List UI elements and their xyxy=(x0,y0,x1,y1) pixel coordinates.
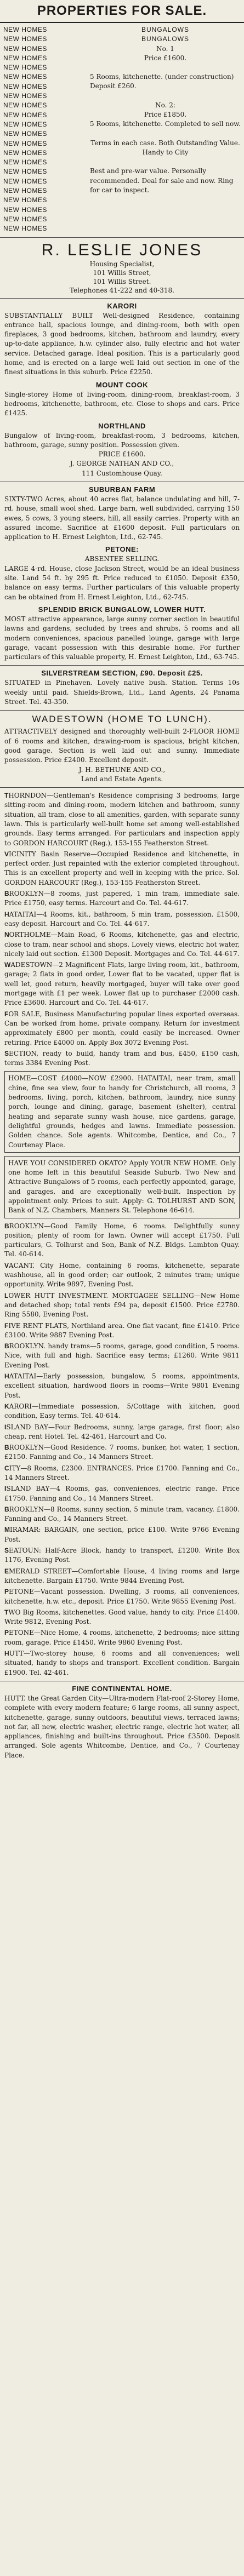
listing-price: PRICE £1600. xyxy=(98,450,146,459)
classified-item: NORTHOLME—Main Road, 6 Rooms, kitchenette, gas and electric, close to tram, near school and shops. Lovely views, electric hot water, nicely laid out section. £1300 Deposit. Mortgages and Co. Tel. 44-617. xyxy=(4,931,240,958)
new-homes-line: NEW HOMES xyxy=(3,187,47,195)
listing-petone xyxy=(0,545,244,602)
listing-heading: SPLENDID BRICK BUNGALOW, LOWER HUTT. xyxy=(38,605,206,614)
classified-item: BROOKLYN. handy trams—5 rooms, garage, good condition, 5 rooms. Nice, with full and high. Sacrifice easy terms; £1260. Write 9811 Evening Post. xyxy=(4,1342,240,1369)
classified-item: HOME—COST £4000—NOW £2900. HATAITAI, near tram, small chine, fine sea view, four to handy for Christchurch, all rooms, 3 bedrooms, living, porch, kitchen, bathroom, laundry, nice sunny porch, lounge and dining, garage, basement (shelter), central heating and separate sunny wash house, nice gardens, garage, delightful grounds, hedges and lawns. Immediate possession. Golden chance. Sole agents. Whitcombe, Dentice, and Co., 7 Courtenay Place. xyxy=(8,1074,236,1149)
listing-wadestown xyxy=(0,714,244,784)
new-homes-line: NEW HOMES xyxy=(3,44,47,53)
classified-item: THORNDON—Gentleman's Residence comprising 3 bedrooms, large sitting-room and dining-room, modern kitchen and bathroom, sunny situation, all tram, close to all amenities, garden, with separate sunny lawn. This is particularly well-built home set among well-established grounds. Easy terms arranged. For particulars and inspection apply to GORDON HARCOURT (Reg.), 153-155 Featherston Street. xyxy=(4,792,240,847)
listing-text: SITUATED in Pinehaven. Lovely native bush. Station. Terms 10s weekly until paid. Shields-Brown, Ltd., Land Agents, 24 Panama Street. Tel. 43-350. xyxy=(4,679,240,706)
listing-suburban-farm xyxy=(0,485,244,542)
bungalows-heading: BUNGALOWS xyxy=(141,35,189,43)
new-homes-line: NEW HOMES xyxy=(3,139,47,147)
new-homes-line: NEW HOMES xyxy=(3,177,47,185)
classified-item: BROOKLYN—Good Family Home, 6 rooms. Delightfully sunny position; plenty of room for lawn. Owner will accept £1750. Full particulars, G. Tolhurst and Son, Bank of N.Z. Bldgs. Lambton Quay. Tel. 40-614. xyxy=(4,1222,240,1258)
classified-item: CITY—8 Rooms, £2300. ENTRANCES. Price £1700. Fanning and Co., 14 Manners Street. xyxy=(4,1464,240,1481)
offer-note: Best and pre-war value. Personally recommended. Deal for sale and now. Ring for car to inspect. xyxy=(90,167,234,194)
classified-item: PETONE—Vacant possession. Dwelling, 3 rooms, all conveniences, kitchenette, h.w. etc., deposit. Price £1750. Write 9855 Evening Post. xyxy=(4,1588,240,1605)
listing-heading: SUBURBAN FARM xyxy=(88,485,156,494)
new-homes-line: NEW HOMES xyxy=(3,92,47,100)
new-homes-line: NEW HOMES xyxy=(3,120,47,128)
agent-subtitle: Land and Estate Agents. xyxy=(81,775,163,783)
listing-continental-home xyxy=(0,1685,244,1760)
new-homes-line: NEW HOMES xyxy=(3,168,47,176)
bungalow-description: 5 Rooms, kitchenette. Completed to sell now. xyxy=(90,120,241,128)
classified-item: HAVE YOU CONSIDERED OKATO? Apply YOUR NEW HOME. Only one home left in this beautiful Seaside Suburb. Two New and Attractive Bungalows of 5 rooms, each perfectly appointed, garage, and garages, and are exceptionally well-built. Inspection by appointment only. Prices to suit. Apply: G. TOLHURST AND SON, Bank of N.Z. Chambers, Manners St. Telephone 46-614. xyxy=(8,1159,236,1215)
new-homes-line: NEW HOMES xyxy=(3,64,47,72)
listing-heading: SILVERSTREAM SECTION, £90. Deposit £25. xyxy=(41,669,203,678)
section-title: PROPERTIES FOR SALE. xyxy=(37,3,207,18)
classified-item: TWO Big Rooms, kitchenettes. Good value, handy to city. Price £1400. Write 9812, Evening Post. xyxy=(4,1608,240,1626)
classified-item: BROOKLYN—8 rooms, just papered, 1 min tram, immediate sale. Price £1750, easy terms. Harcourt and Co. Tel. 44-617. xyxy=(4,890,240,907)
new-homes-line: NEW HOMES xyxy=(3,111,47,119)
agent-name: J. GEORGE NATHAN AND CO., xyxy=(70,460,174,468)
new-homes-line: NEW HOMES xyxy=(3,225,47,233)
listing-heading: MOUNT COOK xyxy=(95,380,149,389)
bungalow-details xyxy=(86,25,241,234)
classified-item: BROOKLYN—Good Residence. 7 rooms, bunker, hot water, 1 section, £2150. Fanning and Co., 14 Manners Street. xyxy=(4,1444,240,1461)
bungalow-description: 5 Rooms, kitchenette. (under construction) Deposit £260. xyxy=(90,73,234,90)
new-homes-line: NEW HOMES xyxy=(3,130,47,138)
agent-name: R. LESLIE JONES xyxy=(41,241,203,259)
classified-item: HATAITAI—Early possession, bungalow, 5 rooms, appointments, excellent situation, hardwood floors in rooms—Write 9801 Evening Post. xyxy=(4,1372,240,1399)
agent-title: Housing Specialist, xyxy=(89,260,155,268)
classified-item: EMERALD STREET—Comfortable House, 4 living rooms and large kitchenette. Bargain £1750. Write 9844 Evening Post. xyxy=(4,1567,240,1584)
agent-block xyxy=(0,241,244,295)
agent-phones: Telephones 41-222 and 40-318. xyxy=(69,286,174,294)
classified-item: FIVE RENT FLATS, Northland area. One flat vacant, fine £1410. Price £3100. Write 9887 Evening Post. xyxy=(4,1321,240,1339)
bungalow-price: Price £1850. xyxy=(144,111,187,119)
listing-subheading: ABSENTEE SELLING. xyxy=(84,555,160,563)
new-homes-line: NEW HOMES xyxy=(3,158,47,167)
column-header xyxy=(0,0,244,23)
classified-item: HUTT—Two-storey house, 6 rooms and all conveniences; well situated, handy to shops and transport. Excellent condition. Bargain £1900. Tel. 42-461. xyxy=(4,1650,240,1676)
listing-text: MOST attractive appearance, large sunny corner section in beautiful lawns and gardens, secluded by trees and shrubs, 5 rooms and all modern conveniences, spacious panelled lounge, garage with large garage, vacant possession with this desirable home. For further particulars of this valuable property, H. Ernest Leighton, Ltd., 63-745. xyxy=(4,615,240,661)
agent-name: J. H. BETHUNE AND CO., xyxy=(78,765,166,774)
classified-item: BROOKLYN—8 Rooms, sunny section, 5 minute tram, vacancy. £1800. Fanning and Co., 14 Manners Street. xyxy=(4,1505,240,1523)
new-homes-line: NEW HOMES xyxy=(3,26,47,33)
agent-address: 101 Willis Street. xyxy=(93,277,151,285)
new-homes-line: NEW HOMES xyxy=(3,54,47,62)
listing-silverstream xyxy=(0,669,244,707)
terms-note: Terms in each case. Both Outstanding Value. Handy to City xyxy=(90,139,240,156)
classified-item: FOR SALE, Business Manufacturing popular lines exported overseas. Can be worked from home, private company. Return for investment approximately £800 per month, could easily be increased. Owner retiring. Price £4000 on. Apply Box 3072 Evening Post. xyxy=(4,1010,240,1046)
agent-address: 101 Willis Street, xyxy=(93,268,151,277)
listing-karori xyxy=(0,302,244,377)
bungalow-number: No. 2: xyxy=(155,101,175,109)
classified-item: WADESTOWN—2 Magnificent Flats, large living room, kit., bathroom, garage; 2 flats in good order, Lower flat to be vacated, upper flat is well let, good return, heavily mortgaged, buyer will take over good mortgage with £1 per week. Lower flat up to purchaser £2000 cash. Price £3600. Harcourt and Co. Tel. 44-617. xyxy=(4,961,240,1007)
classified-item: PETONE—Nice Home, 4 rooms, kitchenette, 2 bedrooms; nice sitting room, garage. Price £1450. Write 9860 Evening Post. xyxy=(4,1629,240,1646)
new-homes-line: NEW HOMES xyxy=(3,148,47,157)
classified-listings xyxy=(0,1222,244,1678)
listing-heading: NORTHLAND xyxy=(98,421,146,430)
classified-item: VICINITY Basin Reserve—Occupied Residence and kitchenette, in perfect order. Just repainted with the exterior completed throughout. This is an excellent property and well in keeping with the price. Sol. GORDON HARCOURT (Reg.), 153-155 Featherston Street. xyxy=(4,850,240,886)
listing-text: Bungalow of living-room, breakfast-room, 3 bedrooms, kitchen, bathroom, garage, sunny position. Possession given. xyxy=(4,431,240,449)
classified-item: ISLAND BAY—Four Bedrooms, sunny, large garage, first floor; also cheap, rent Hotel. Tel. 42-461, Harcourt and Co. xyxy=(4,1423,240,1440)
listing-lower-hutt xyxy=(0,605,244,662)
new-homes-line: NEW HOMES xyxy=(3,215,47,223)
listing-heading: FINE CONTINENTAL HOME. xyxy=(72,1684,172,1693)
listing-northland xyxy=(0,422,244,478)
classified-item: ISLAND BAY—4 Rooms, gas, conveniences, electric range. Price £1750. Fanning and Co., 14 Manners Street. xyxy=(4,1485,240,1502)
listing-heading: WADESTOWN (HOME TO LUNCH). xyxy=(32,714,212,725)
classified-item: KARORI—Immediate possession, 5/Cottage with kitchen, good condition, Easy terms. Tel. 40-614. xyxy=(4,1402,240,1420)
listing-text: LARGE 4-rd. House, close Jackson Street, would be an ideal business site. Land 54 ft. by 295 ft. Price reduced to £1050. Deposit £350, balance on easy terms. Further particulars of this valuable property can be obtained from H. Ernest Leighton, Ltd., 62-745. xyxy=(4,564,240,601)
listing-text: SUBSTANTIALLY BUILT Well-designed Residence, containing entrance hall, spacious lounge, and dining-room, both with open fireplaces, 3 good bedrooms, kitchen, bathroom and laundry, every up-to-date appliance, h.w. cylinder also, fully electric and hot water service. Detached garage. Ideal position. This is a particularly good home, and is erected on a large well laid out section in one of the finest situations in this suburb. Price £2250. xyxy=(4,311,240,376)
listing-heading: KARORI xyxy=(107,301,137,310)
new-homes-list xyxy=(3,25,86,234)
classified-item: LOWER HUTT INVESTMENT. MORTGAGEE SELLING—New Home and detached shop; total rents £94 pa, deposit £1500. Price £2780. Ring 5580, Evening Post. xyxy=(4,1291,240,1319)
classified-item: SEATOUN: Half-Acre Block, handy to transport, £1200. Write Box 1176, Evening Post. xyxy=(4,1547,240,1564)
bungalow-price: Price £1600. xyxy=(144,54,187,62)
classified-item: VACANT. City Home, containing 6 rooms, kitchenette, separate washhouse, all in good order; car outlook, 2 minutes tram; unique opportunity. Write 9897, Evening Post. xyxy=(4,1261,240,1289)
listing-text: ATTRACTIVELY designed and thoroughly well-built 2-FLOOR HOME of 6 rooms and kitchen, drawing-room is spacious, bright kitchen, good garage. Section is well laid out and sunny. Immediate possession. Price £2400. Excellent deposit. xyxy=(4,728,240,764)
bungalow-number: No. 1 xyxy=(156,44,174,53)
listing-text: HUTT. the Great Garden City—Ultra-modern Flat-roof 2-Storey Home, complete with every modern feature; 6 large rooms, all sunny aspect, kitchenette, garage, sunny outdoors, beautiful views, terraced lawns; not far, all new, electric washer, electric range, electric hot water, all appliances, finishing and built-ins throughout. Price £3500. Deposit arranged. Sole agents Whitcombe, Dentice, and Co., 7 Courtenay Place. xyxy=(4,1694,240,1759)
listing-text: Single-storey Home of living-room, dining-room, breakfast-room, 3 bedrooms, kitchenette, bathroom, etc. Close to shops and cars. Price £1425. xyxy=(4,390,240,417)
listing-heading: PETONE: xyxy=(105,545,139,554)
classified-item: MIRAMAR: BARGAIN, one section, price £100. Write 9766 Evening Post. xyxy=(4,1526,240,1543)
listing-mount-cook xyxy=(0,381,244,419)
classified-item: HATAITAI—4 Rooms, kit., bathroom, 5 min tram, possession. £1500, easy deposit. Harcourt and Co. Tel. 44-617. xyxy=(4,910,240,928)
bungalows-heading: BUNGALOWS xyxy=(141,26,189,33)
new-homes-line: NEW HOMES xyxy=(3,205,47,214)
new-homes-line: NEW HOMES xyxy=(3,35,47,43)
classified-listings xyxy=(0,791,244,1068)
boxed-advert xyxy=(4,1156,240,1218)
classified-item: SECTION, ready to build, handy tram and bus, £450, £150 cash, terms 3384 Evening Post. xyxy=(4,1049,240,1067)
new-homes-line: NEW HOMES xyxy=(3,196,47,204)
boxed-advert xyxy=(4,1071,240,1152)
new-homes-line: NEW HOMES xyxy=(3,82,47,90)
new-homes-line: NEW HOMES xyxy=(3,73,47,81)
new-homes-advert xyxy=(0,23,244,238)
new-homes-line: NEW HOMES xyxy=(3,101,47,110)
agent-address: 111 Customhouse Quay. xyxy=(82,469,162,477)
listing-text: SIXTY-TWO Acres, about 40 acres flat, balance undulating and hill, 7-rd. house, small wool shed. Large barn, well subdivided, carrying 150 ewes, 5 cows, 3 young steers, hill, all easily carries. Property with an assured income. Sacrifice at £1600 deposit. Full particulars on application to H. Ernest Leighton, Ltd., 62-745. xyxy=(4,495,240,541)
